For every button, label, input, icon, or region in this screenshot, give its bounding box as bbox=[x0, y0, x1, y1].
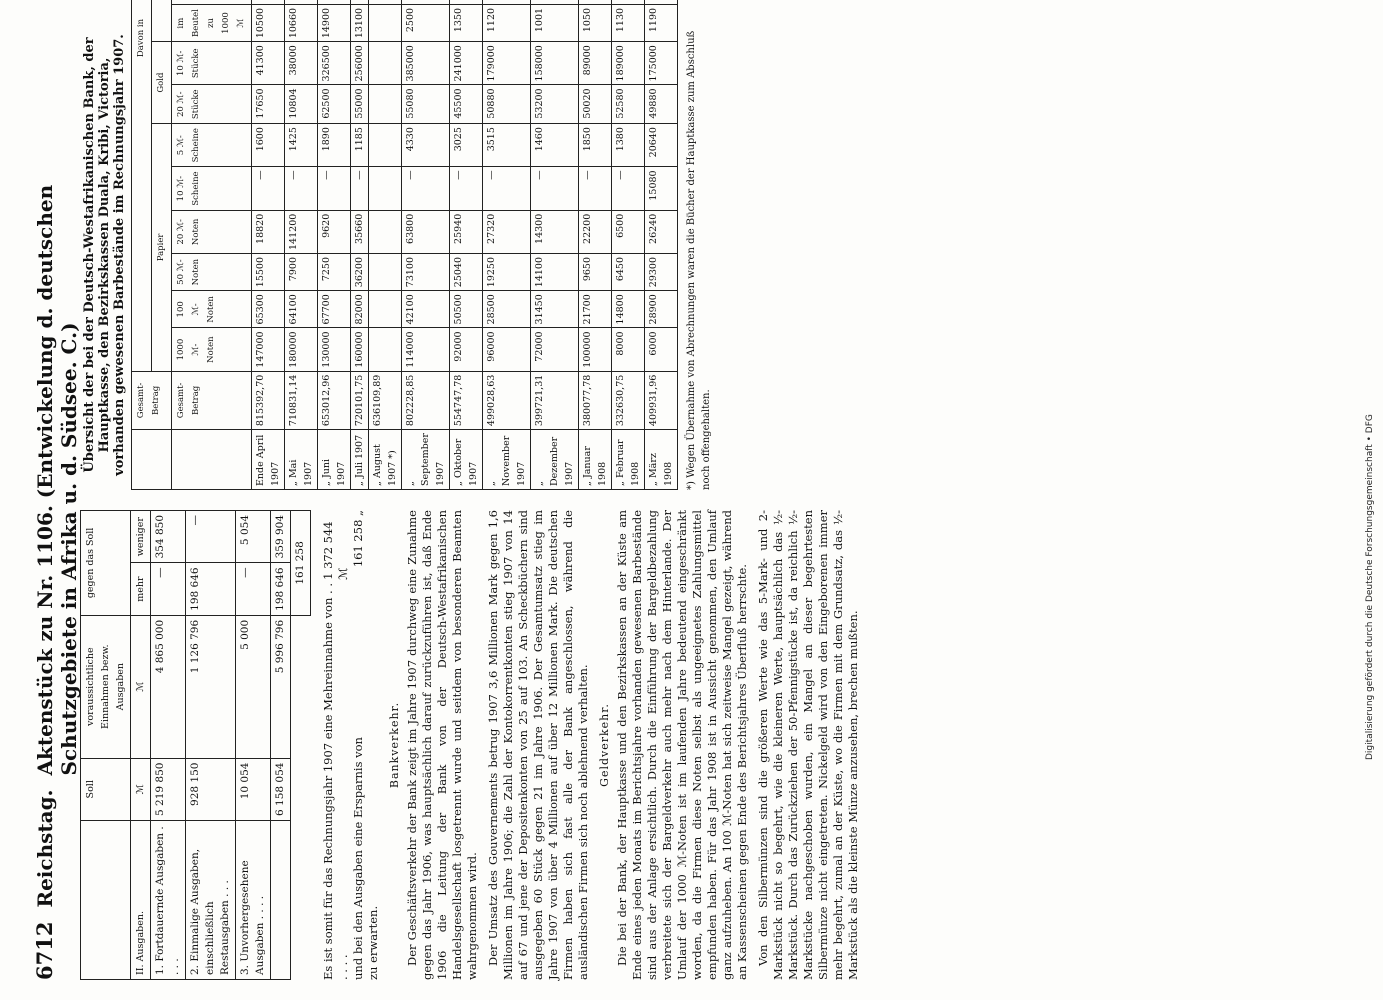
row-label: 1. Fortdauernde Ausgaben . . . . bbox=[150, 821, 185, 980]
table-cell: 6450 bbox=[611, 253, 644, 290]
table-cell bbox=[530, 0, 578, 4]
bank-paragraph: Der Umsatz des Gouvernements betrug 1907 3,6 Millionen Mark gegen 1,6 Millionen im Jahre 1906; die Zahl der Kontokorrentkonten stieg 1907 von 14 auf 67 und jene der Depositenkonten von 25 auf 103. An Scheckbüchern sind ausgegeben 60 Stück gegen 21 im Jahre 1906. Der Gesamtumsatz stieg im Jahre 1907 von über 4 Millionen auf über 12 Millionen Mark. Die deutschen Firmen haben sich fast alle der Bank angeschlossen, während die ausländischen Firmen sich noch ablehnend verhalten. bbox=[485, 510, 590, 980]
table-cell bbox=[644, 0, 677, 4]
budget-section-title: II. Ausgaben. bbox=[130, 821, 150, 980]
table-cell: 158000 bbox=[530, 42, 578, 85]
geld-heading: Geldverkehr. bbox=[597, 703, 611, 787]
table-cell: 1600 bbox=[251, 124, 284, 167]
table-cell: 385000 bbox=[401, 42, 449, 85]
column-header: 10 ℳ-Scheine bbox=[171, 167, 251, 210]
column-header: 20 ℳ-Stücke bbox=[171, 85, 251, 124]
result-value: 1 372 544 ℳ bbox=[320, 521, 350, 580]
table-cell: 409931,96 bbox=[644, 371, 677, 429]
table-row bbox=[251, 0, 284, 490]
month-label: „ November 1907 bbox=[482, 430, 530, 490]
budget-difference: 161 258 bbox=[290, 511, 310, 616]
table-cell: 28500 bbox=[482, 291, 530, 328]
table-row bbox=[317, 0, 350, 490]
table-cell bbox=[578, 0, 611, 4]
table-cell bbox=[368, 167, 401, 210]
budget-table bbox=[80, 510, 311, 980]
month-label: „ Mai 1907 bbox=[284, 430, 317, 490]
row-label: 3. Unvorhergesehene Ausgaben . . . . bbox=[235, 821, 270, 980]
column-header: 1000 ℳ-Noten bbox=[171, 328, 251, 371]
table-row bbox=[368, 0, 401, 490]
table-cell: 8000 bbox=[611, 328, 644, 371]
table-cell: — bbox=[611, 167, 644, 210]
result-line: zu erwarten. bbox=[365, 905, 380, 980]
month-label: „ Januar 1908 bbox=[578, 430, 611, 490]
table-cell: 96000 bbox=[482, 328, 530, 371]
table-cell: 256000 bbox=[350, 42, 368, 85]
cell: — bbox=[185, 511, 235, 563]
table-cell: 399721,31 bbox=[530, 371, 578, 429]
barbestaende-table bbox=[131, 0, 678, 490]
table-row bbox=[401, 0, 449, 490]
table-cell: 50880 bbox=[482, 85, 530, 124]
table-cell: 1890 bbox=[317, 124, 350, 167]
table-cell bbox=[368, 0, 401, 4]
header-main-title: Aktenstück zu Nr. 1106. (Entwickelung d. deutschen Schutzgebiete in Afrika u. d. Südsee. C.) bbox=[32, 184, 81, 776]
table-cell: 332630,75 bbox=[611, 371, 644, 429]
table-cell: — bbox=[578, 167, 611, 210]
col-gegen: gegen das Soll bbox=[80, 511, 130, 616]
month-label: „ Dezember 1907 bbox=[530, 430, 578, 490]
left-column bbox=[80, 510, 1340, 980]
table-cell: 326500 bbox=[317, 42, 350, 85]
table-cell: 53200 bbox=[530, 85, 578, 124]
table-cell: 180000 bbox=[284, 328, 317, 371]
unit-label: ℳ bbox=[130, 615, 150, 758]
gold-label: Gold bbox=[151, 42, 171, 124]
table-cell: 1185 bbox=[350, 124, 368, 167]
table-cell: 73100 bbox=[401, 253, 449, 290]
table-cell bbox=[317, 0, 350, 4]
table-cell: 19250 bbox=[482, 253, 530, 290]
table-title: Übersicht der bei der Deutsch-Westafrikanischen Bank, der Hauptkasse, den Bezirkskassen Duala, Kribi, Victoria, vorhanden gewesenen Barbestände im Rechnungsjahr 1907. bbox=[81, 34, 127, 476]
table-row bbox=[482, 0, 530, 490]
table-cell: 499028,63 bbox=[482, 371, 530, 429]
table-cell: 13100 bbox=[350, 4, 368, 41]
table-cell bbox=[368, 210, 401, 253]
bank-paragraph: Der Geschäftsverkehr der Bank zeigt im Jahre 1907 durchweg eine Zunahme gegen das Jahr 1906, was hauptsächlich darauf zurückzuführen ist, daß Ende 1906 die Leitung der Bank von der Deutsch-Westafrikanischen Handelsgesellschaft losgetrennt wurde und seitdem von besonderen Beamten wahrgenommen wird. bbox=[404, 510, 479, 980]
table-cell: — bbox=[530, 167, 578, 210]
column-header: 10 ℳ-Stücke bbox=[171, 42, 251, 85]
col-weniger: weniger bbox=[130, 511, 150, 563]
table-cell: 653012,96 bbox=[317, 371, 350, 429]
table-cell: 147000 bbox=[251, 328, 284, 371]
month-label: „ Februar 1908 bbox=[611, 430, 644, 490]
table-cell: 175000 bbox=[644, 42, 677, 85]
row-label: 2. Einmalige Ausgaben, einschließlich Restausgaben . . . bbox=[185, 821, 235, 980]
table-cell bbox=[449, 0, 482, 4]
cell: 359 904 bbox=[270, 511, 290, 563]
cell: 5 996 796 bbox=[270, 615, 290, 758]
table-cell: 28900 bbox=[644, 291, 677, 328]
table-cell: 62500 bbox=[317, 85, 350, 124]
table-cell bbox=[368, 4, 401, 41]
cell: 5 000 bbox=[235, 615, 270, 758]
table-cell: 179000 bbox=[482, 42, 530, 85]
table-cell: 1120 bbox=[482, 4, 530, 41]
page-number: 6712 bbox=[31, 921, 57, 980]
table-row bbox=[350, 0, 368, 490]
rotated-document-page bbox=[31, 7, 1352, 980]
bank-heading: Bankverkehr. bbox=[387, 701, 401, 789]
table-cell: — bbox=[449, 167, 482, 210]
table-cell bbox=[401, 0, 449, 4]
table-cell: 1190 bbox=[644, 4, 677, 41]
month-label: „ Oktober 1907 bbox=[449, 430, 482, 490]
table-footnote: *) Wegen Übernahme von Abrechnungen waren die Bücher der Hauptkasse zum Abschluß noch offengehalten. bbox=[685, 30, 712, 490]
table-cell: 1130 bbox=[611, 4, 644, 41]
table-cell bbox=[350, 0, 368, 4]
table-cell: 14100 bbox=[530, 253, 578, 290]
table-cell: 26240 bbox=[644, 210, 677, 253]
dfg-sidebar-note: Digitalisierung gefördert durch die Deutsche Forschungsgemeinschaft • DFG bbox=[1365, 414, 1375, 760]
column-header: Gesamt-Betrag bbox=[171, 371, 251, 429]
table-cell: 25940 bbox=[449, 210, 482, 253]
table-cell: 1001 bbox=[530, 4, 578, 41]
budget-row bbox=[150, 511, 185, 980]
table-cell: 3025 bbox=[449, 124, 482, 167]
table-cell: 52580 bbox=[611, 85, 644, 124]
table-cell: 22200 bbox=[578, 210, 611, 253]
result-value: 161 258 „ bbox=[350, 510, 365, 568]
col-gesamt: Gesamt-Betrag bbox=[131, 371, 171, 429]
table-cell: 1460 bbox=[530, 124, 578, 167]
column-header bbox=[171, 0, 251, 4]
geld-paragraph: Von den Silbermünzen sind die größeren Werte wie das 5-Mark- und 2-Markstück nicht so begehrt, wie die kleineren Werte, hauptsächlich das ½-Markstück. Durch das Zurückziehen der 50-Pfennigstücke ist, da reichlich ½-Markstücke nachgeschoben wurden, ein Mangel an dieser begehrtesten Silbermünze nicht eingetreten. Nickelgeld wird von den Eingeborenen immer mehr begehrt, zumal an der Küste, wo die Firmen mit dem Grundsatz, das ½-Markstück als die kleinste Münze anzusehen, brechen mußten. bbox=[755, 510, 860, 980]
budget-total-row bbox=[270, 511, 290, 980]
table-cell: 72000 bbox=[530, 328, 578, 371]
table-cell: 82000 bbox=[350, 291, 368, 328]
table-cell: 802228,85 bbox=[401, 371, 449, 429]
davon-in-label: Davon in bbox=[131, 0, 151, 371]
cell: 6 158 054 bbox=[270, 758, 290, 820]
table-cell: 710831,14 bbox=[284, 371, 317, 429]
table-cell bbox=[368, 42, 401, 85]
table-cell: 20640 bbox=[644, 124, 677, 167]
table-cell: 21700 bbox=[578, 291, 611, 328]
table-cell: 55000 bbox=[350, 85, 368, 124]
column-header: im Beutel zu 1000 ℳ bbox=[171, 4, 251, 41]
month-label: „ Juli 1907 bbox=[350, 430, 368, 490]
cell: 5 054 bbox=[235, 511, 270, 563]
table-cell: 100000 bbox=[578, 328, 611, 371]
table-cell: 241000 bbox=[449, 42, 482, 85]
table-cell: 89000 bbox=[578, 42, 611, 85]
table-cell bbox=[482, 0, 530, 4]
cell: — bbox=[235, 563, 270, 615]
table-cell: 27320 bbox=[482, 210, 530, 253]
table-cell bbox=[251, 0, 284, 4]
cell: 198 646 bbox=[185, 563, 235, 615]
table-row bbox=[530, 0, 578, 490]
column-header: 100 ℳ-Noten bbox=[171, 291, 251, 328]
table-row bbox=[611, 0, 644, 490]
table-cell: 815392,70 bbox=[251, 371, 284, 429]
table-cell: 9620 bbox=[317, 210, 350, 253]
table-cell: 31450 bbox=[530, 291, 578, 328]
table-cell: 14300 bbox=[530, 210, 578, 253]
col-month bbox=[171, 430, 251, 490]
table-cell: 636109,89 bbox=[368, 371, 401, 429]
table-cell: 15500 bbox=[251, 253, 284, 290]
table-cell: 9650 bbox=[578, 253, 611, 290]
table-cell: 1050 bbox=[578, 4, 611, 41]
table-cell: 1850 bbox=[578, 124, 611, 167]
table-cell: 2500 bbox=[401, 4, 449, 41]
right-column bbox=[80, 7, 1340, 490]
silber-label bbox=[151, 0, 171, 42]
table-cell bbox=[368, 253, 401, 290]
table-cell: 7900 bbox=[284, 253, 317, 290]
col-mehr: mehr bbox=[130, 563, 150, 615]
table-cell: 189000 bbox=[611, 42, 644, 85]
table-cell: 380077,78 bbox=[578, 371, 611, 429]
table-cell: 1380 bbox=[611, 124, 644, 167]
table-cell bbox=[368, 328, 401, 371]
cell: 928 150 bbox=[185, 758, 235, 820]
table-cell: — bbox=[401, 167, 449, 210]
table-cell: 38000 bbox=[284, 42, 317, 85]
table-row bbox=[284, 0, 317, 490]
table-cell: 7250 bbox=[317, 253, 350, 290]
table-cell: 36200 bbox=[350, 253, 368, 290]
table-cell: 65300 bbox=[251, 291, 284, 328]
table-cell bbox=[368, 85, 401, 124]
table-cell: 92000 bbox=[449, 328, 482, 371]
table-cell: 41300 bbox=[251, 42, 284, 85]
column-header: 20 ℳ-Noten bbox=[171, 210, 251, 253]
header-left-title: Reichstag. bbox=[32, 789, 57, 908]
table-cell: 49880 bbox=[644, 85, 677, 124]
table-cell: — bbox=[350, 167, 368, 210]
cell: 354 850 bbox=[150, 511, 185, 563]
table-cell: 6500 bbox=[611, 210, 644, 253]
table-cell: 35660 bbox=[350, 210, 368, 253]
geld-paragraph: Die bei der Bank, der Hauptkasse und den Bezirkskassen an der Küste am Ende eines jeden Monats im Berichtsjahre vorhanden gewesenen Barbestände sind aus der Anlage ersichtlich. Durch die Einführung der Bargeldbezahlung verbreitete sich der Bargeldverkehr auch mehr nach dem Hinterlande. Der Umlauf der 1000 ℳ-Noten ist im laufenden Jahre bedeutend eingeschränkt worden, da die Firmen diese Noten selbst als ungeeignetes Zahlungsmittel empfunden haben. Für das Jahr 1908 ist in Aussicht genommen, den Umlauf ganz aufzuheben. An 100 ℳ-Noten hat sich zeitweise Mangel gezeigt, während an Kassenscheinen gegen Ende des Berichtsjahres Überfluß herrschte. bbox=[614, 510, 749, 980]
page-header bbox=[31, 20, 81, 980]
table-cell: 141200 bbox=[284, 210, 317, 253]
papier-label: Papier bbox=[151, 124, 171, 372]
table-cell: 42100 bbox=[401, 291, 449, 328]
table-cell: 3515 bbox=[482, 124, 530, 167]
unit-label: ℳ bbox=[130, 758, 150, 820]
table-cell: 29300 bbox=[644, 253, 677, 290]
month-label: „ März 1908 bbox=[644, 430, 677, 490]
table-cell: 18820 bbox=[251, 210, 284, 253]
table-cell: 10660 bbox=[284, 4, 317, 41]
budget-row bbox=[185, 511, 235, 980]
table-row bbox=[449, 0, 482, 490]
table-cell: 4330 bbox=[401, 124, 449, 167]
table-cell: 14800 bbox=[611, 291, 644, 328]
month-label: „ Juni 1907 bbox=[317, 430, 350, 490]
col-soll: Soll bbox=[80, 758, 130, 820]
table-cell bbox=[368, 291, 401, 328]
table-cell: 25040 bbox=[449, 253, 482, 290]
table-cell: 50500 bbox=[449, 291, 482, 328]
col-voraus: voraussichtliche Einnahmen bezw. Ausgaben bbox=[80, 615, 130, 758]
table-cell: 114000 bbox=[401, 328, 449, 371]
table-cell: 63800 bbox=[401, 210, 449, 253]
column-header: 50 ℳ-Noten bbox=[171, 253, 251, 290]
result-line: und bei den Ausgaben eine Ersparnis von bbox=[350, 737, 365, 980]
table-cell: 15080 bbox=[644, 167, 677, 210]
result-line: Es ist somit für das Rechnungsjahr 1907 eine Mehreinnahme von . . . . . . bbox=[320, 583, 350, 980]
table-cell: — bbox=[317, 167, 350, 210]
cell: 198 646 bbox=[270, 563, 290, 615]
column-header: 5 ℳ-Scheine bbox=[171, 124, 251, 167]
table-cell: 67700 bbox=[317, 291, 350, 328]
table-row bbox=[578, 0, 611, 490]
cell: 5 219 850 bbox=[150, 758, 185, 820]
budget-row bbox=[235, 511, 270, 980]
table-cell: — bbox=[284, 167, 317, 210]
result-block bbox=[321, 510, 381, 980]
table-cell: 1350 bbox=[449, 4, 482, 41]
table-cell: 160000 bbox=[350, 328, 368, 371]
table-cell: 6000 bbox=[644, 328, 677, 371]
table-cell: 10500 bbox=[251, 4, 284, 41]
table-cell bbox=[368, 124, 401, 167]
table-cell: 554747,78 bbox=[449, 371, 482, 429]
table-cell: 1425 bbox=[284, 124, 317, 167]
table-row bbox=[644, 0, 677, 490]
cell: 1 126 796 bbox=[185, 615, 235, 758]
table-cell: 720101,75 bbox=[350, 371, 368, 429]
cell: 4 865 000 bbox=[150, 615, 185, 758]
table-cell bbox=[611, 0, 644, 4]
table-cell: — bbox=[482, 167, 530, 210]
table-cell: — bbox=[251, 167, 284, 210]
month-label: Ende April 1907 bbox=[251, 430, 284, 490]
month-label: „ August 1907 *) bbox=[368, 430, 401, 490]
table-cell: 45500 bbox=[449, 85, 482, 124]
table-cell: 14900 bbox=[317, 4, 350, 41]
table-cell: 55080 bbox=[401, 85, 449, 124]
cell: 10 054 bbox=[235, 758, 270, 820]
month-label: „ September 1907 bbox=[401, 430, 449, 490]
table-cell: 64100 bbox=[284, 291, 317, 328]
table-cell: 17650 bbox=[251, 85, 284, 124]
table-cell: 130000 bbox=[317, 328, 350, 371]
table-cell: 50020 bbox=[578, 85, 611, 124]
table-cell: 10804 bbox=[284, 85, 317, 124]
cell: — bbox=[150, 563, 185, 615]
table-cell bbox=[284, 0, 317, 4]
